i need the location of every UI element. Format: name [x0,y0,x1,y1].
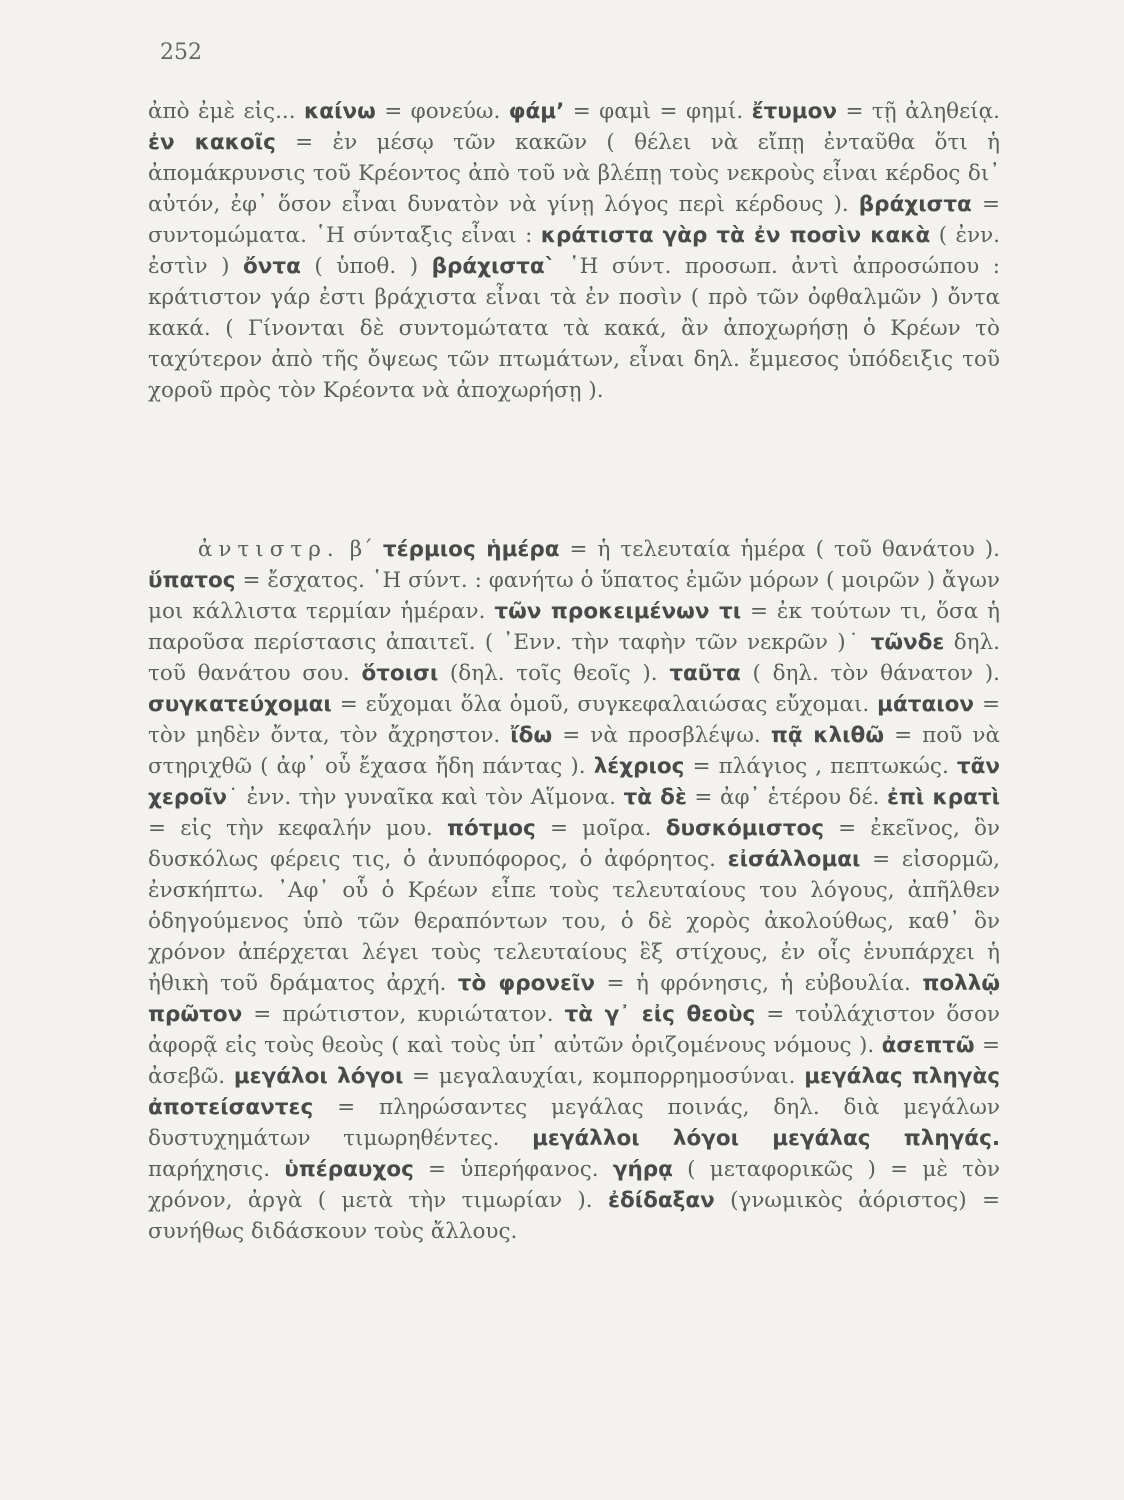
gloss-text: (δηλ. τοῖς θεοῖς ). [438,661,670,686]
lemma-term: πότμος [446,816,536,841]
lemma-term: τῶνδε [870,630,945,655]
gloss-text: ( ὑποθ. ) [300,254,432,279]
lemma-term: δυσκόμιστος [665,816,824,841]
gloss-text: = πρώτιστον, κυριώτατον. [242,1002,565,1027]
lemma-term: λέχριος [593,754,685,779]
gloss-text: ˙ ἐνν. τὴν γυναῖκα καὶ τὸν Αἵμονα. [227,785,624,810]
gloss-text: = νὰ προσβλέψω. [552,723,771,748]
gloss-text: = ποῦ νὰ στηριχθῶ ( ἀφ᾽ οὗ ἔχασα ἤδη πάντας ). [148,723,1000,779]
lemma-term: τῶν προκειμένων τι [494,599,742,624]
lemma-term: ἀσεπτῶ [881,1033,975,1058]
gloss-text: = φαμὶ = φημί. [564,99,752,124]
lemma-term: ἐπὶ κρατὶ [886,785,1000,810]
gloss-text: = συντομώματα. ῾Η σύνταξις εἶναι : [148,192,1000,248]
gloss-text: β΄ [339,537,383,562]
gloss-text: = ἡ φρόνησις, ἡ εὐβουλία. [595,971,923,996]
lemma-term: γήρᾳ [612,1157,673,1182]
gloss-text: = ἐκεῖνος, ὃν δυσκόλως φέρεις τις, ὁ ἀνυπόφορος, ὁ ἀφόρητος. [148,816,1001,872]
lemma-term: καίνω [304,99,376,124]
gloss-text: = ἐκ τούτων τι, ὅσα ἡ παροῦσα περίστασις ἀπαιτεῖ. ( ᾿Ενν. τὴν ταφὴν τῶν νεκρῶν )˙ [148,599,1001,655]
gloss-text: δηλ. τοῦ θανάτου σου. [148,630,1001,686]
lemma-term: ἴδω [510,723,553,748]
lemma-term: μάταιον [877,692,975,717]
gloss-text: παρήχησις. [148,1157,285,1182]
lemma-term: τέρμιος ἡμέρα [382,537,560,562]
lemma-term: ὄντα [242,254,301,279]
lemma-term: ὅτοισι [361,661,439,686]
lemma-term: βράχιστα` [431,254,556,279]
gloss-text: = εἰς τὴν κεφαλήν μου. [148,816,447,841]
gloss-text: ( μεταφορικῶς ) = μὲ τὸν χρόνον, ἀργὰ ( μετὰ τὴν τιμωρίαν ). [148,1157,1000,1213]
lemma-term: βράχιστα [858,192,972,217]
page-number: 252 [160,40,202,65]
paragraph-2-body [148,537,1000,1244]
gloss-text: = εἰσορμῶ, ἐνσκήπτω. ᾿Αφ᾽ οὗ ὁ Κρέων εἶπε τοὺς τελευταίους του λόγους, ἀπῆλθεν ὁδηγούμενος ὑπὸ τῶν θεραπόντων του, ὁ δὲ χορὸς ἀκολούθως, καθ᾽ ὃν χρόνον ἀπέρχεται λέγει τοὺς τελευταίους ἓξ στίχους, ἐν οἷς ἐνυπάρχει ἡ ἠθικὴ τοῦ δράματος ἀρχή. [148,847,1000,996]
gloss-text: = τῇ ἀληθείᾳ. [837,99,1000,124]
lemma-term: κράτιστα γὰρ τὰ ἐν ποσὶν κακὰ [540,223,931,248]
gloss-text: = ἀφ᾽ ἑτέρου δέ. [686,785,887,810]
gloss-text: = μοῖρα. [535,816,666,841]
lemma-term: ἐδίδαξαν [607,1188,715,1213]
lemma-term: φάμ’ [508,99,565,124]
lemma-term: συγκατεύχομαι [148,692,332,717]
commentary-paragraph-1 [148,96,1000,406]
lemma-term: εἰσάλλομαι [727,847,861,872]
lemma-term: μεγάλοι λόγοι [233,1064,404,1089]
gloss-text: = φονεύω. [375,99,509,124]
antistrophe-label: ἀντιστρ. [197,537,340,562]
gloss-text: = πλάγιος , πεπτωκώς. [684,754,957,779]
gloss-text: = μεγαλαυχίαι, κομπορρημοσύναι. [403,1064,805,1089]
lemma-term: ταῦτα [669,661,741,686]
gloss-text: = τοὐλάχιστον ὅσον ἀφορᾷ εἰς τοὺς θεοὺς ( καὶ τοὺς ὑπ᾽ αὐτῶν ὁριζομένους νόμους ). [148,1002,1000,1058]
gloss-text: = ἀσεβῶ. [148,1033,1000,1089]
lemma-term: μεγάλλοι λόγοι μεγάλας πληγάς. [532,1126,1000,1151]
gloss-text: = ἔσχατος. ῾Η σύντ. : φανήτω ὁ ὕπατος ἐμῶν μόρων ( μοιρῶν ) ἄγων μοι κάλλιστα τερμίαν ἡμέραν. [148,568,1000,624]
gloss-text: = πληρώσαντες μεγάλας ποινάς, δηλ. διὰ μεγάλων δυστυχημάτων τιμωρηθέντες. [148,1095,1000,1151]
gloss-text: ( ἐνν. ἐστὶν ) [148,223,1000,279]
lemma-term: πᾷ κλιθῶ [770,723,885,748]
gloss-text: = τὸν μηδὲν ὄντα, τὸν ἄχρηστον. [148,692,1000,748]
lemma-term: ὑπέραυχος [284,1157,414,1182]
gloss-text: ἀπὸ ἐμὲ εἰς... [148,99,305,124]
gloss-text: = ἡ τελευταία ἡμέρα ( τοῦ θανάτου ). [559,537,1000,562]
lemma-term: τὰ γ᾽ εἰς θεοὺς [564,1002,756,1027]
lemma-term: τὰ δὲ [623,785,687,810]
lemma-term: τὸ φρονεῖν [457,971,596,996]
gloss-text: = εὔχομαι ὅλα ὁμοῦ, συγκεφαλαιώσας εὔχομαι. [331,692,878,717]
lemma-term: ἐν κακοῖς [148,130,276,155]
commentary-paragraph-2 [148,534,1000,1247]
gloss-text: ῾Η σύντ. προσωπ. ἀντὶ ἀπροσώπου : κράτιστον γάρ ἐστι βράχιστα εἶναι τὰ ἐν ποσὶν ( πρὸ τῶν ὀφθαλμῶν ) ὄντα κακά. ( Γίνονται δὲ συντομώτατα τὰ κακά, ἂν ἀποχωρήσῃ ὁ Κρέων τὸ ταχύτερον ἀπὸ τῆς ὄψεως τῶν πτωμάτων, εἶναι δηλ. ἔμμεσος ὑπόδειξις τοῦ χοροῦ πρὸς τὸν Κρέοντα νὰ ἀποχωρήσῃ ). [148,254,1000,403]
lemma-term: μεγάλας πληγὰς ἀποτείσαντες [148,1064,1000,1120]
gloss-text: = ὑπερήφανος. [413,1157,613,1182]
lemma-term: ὕπατος [148,568,236,593]
lemma-term: τᾶν χεροῖν [148,754,1000,810]
gloss-text: ( δηλ. τὸν θάνατον ). [740,661,1000,686]
lemma-term: πολλῷ πρῶτον [148,971,1001,1027]
lemma-term: ἔτυμον [751,99,838,124]
gloss-text: = ἐν μέσῳ τῶν κακῶν ( θέλει νὰ εἴπῃ ἐνταῦθα ὅτι ἡ ἀπομάκρυνσις τοῦ Κρέοντος ἀπὸ τοῦ νὰ βλέπῃ τοὺς νεκροὺς εἶναι κέρδος δι᾽ αὐτόν, ἐφ᾽ ὅσον εἶναι δυνατὸν νὰ γίνῃ λόγος περὶ κέρδους ). [148,130,1000,217]
gloss-text: (γνωμικὸς ἀόριστος) = συνήθως διδάσκουν τοὺς ἄλλους. [148,1188,1000,1244]
